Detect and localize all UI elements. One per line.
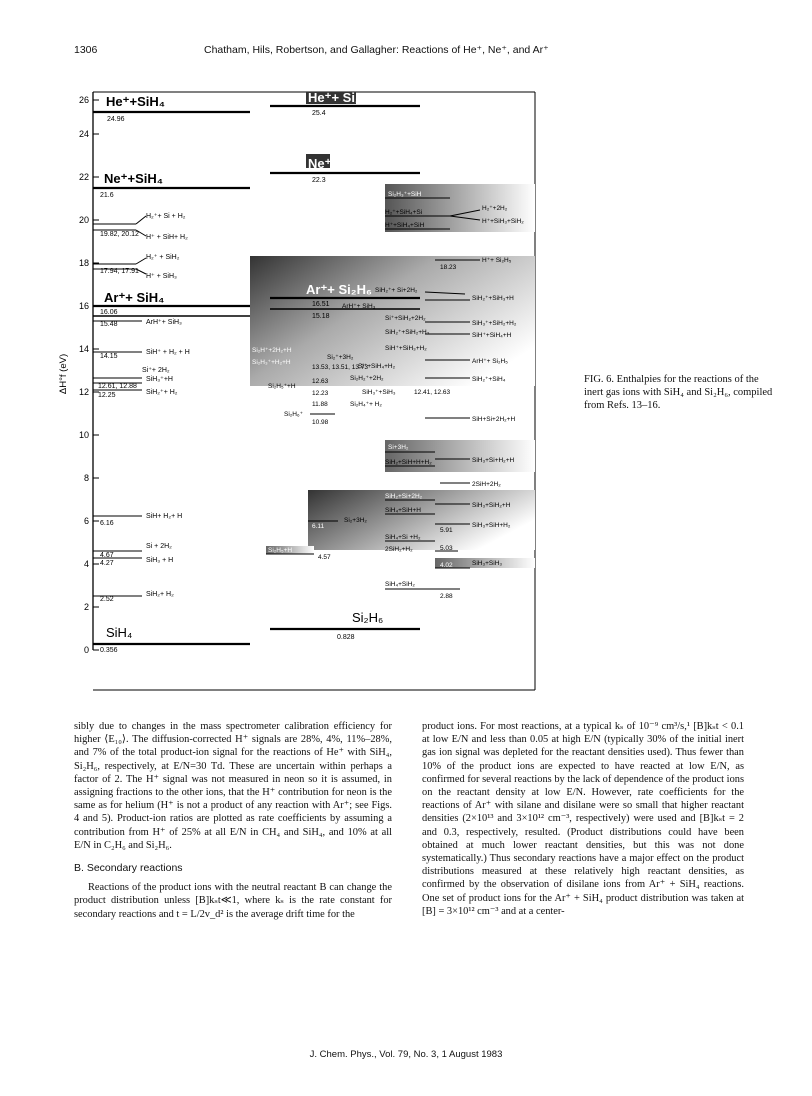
level-label: Si⁺+ 2H₂ (142, 367, 170, 374)
level-label: SiH+Si+2H₂+H (472, 416, 516, 423)
he-sih4-value: 24.96 (107, 116, 125, 123)
level-label: 2SiH₂+H₂ (385, 546, 413, 553)
page-number: 1306 (74, 44, 98, 56)
ar-sih4-value-2: 15.48 (100, 321, 118, 328)
figure-caption: FIG. 6. Enthalpies for the reactions of the inert gas ions with SiH₄ and Si₂H₆, compiled from Refs. 13–16. (584, 374, 773, 411)
level-label: SiH₂+Si+2H₂ (385, 493, 423, 500)
level-value: 4.02 (440, 562, 453, 569)
level-label: SiH₃+SiH₃ (472, 560, 503, 567)
ne-si2h6-value: 22.3 (312, 177, 326, 184)
sih4-label: SiH₄ (106, 625, 133, 640)
level-value: 12.23 (312, 390, 329, 397)
ar-si2h6-label: Ar⁺+ Si₂H₆ (306, 282, 372, 297)
level-label: H₂⁺ + SiH₂ (146, 254, 180, 261)
y-tick: 4 (83, 559, 89, 569)
level-label: SiH₃+SiH+H₂ (472, 522, 511, 529)
level-value: 4.67 (100, 552, 114, 559)
level-value: 19.82, 20.12 (100, 231, 139, 238)
level-label: SiH₃⁺+H (146, 376, 173, 383)
level-label: H⁺ + SiH₃ (146, 273, 177, 280)
paragraph: product ions. For most reactions, at a typical kₛ of 10⁻⁹ cm³/s,¹ [B]kₛt < 0.1 at low E/N and less than 0.05 at high E/N (typically 30% of the initial inert gas ion signal was depleted for the reactant densities used). Thus fewer than 10% of the product ions are expected to have reacted at low E/N, as confirmed for several reactions by the lack of dependence of the product ions on the reactant density at low E/N. However, rate coefficients for the reactions of Ar⁺ with silane and disilane were so small that higher reactant densities (2×10¹³ and 3×10¹² cm⁻³, respectively) were used and [B]kₛt = 2 and 0.3, respectively, resulted. (Product distributions could have been obtained at much lower reactant densities, but this was not done systematically.) Thus secondary reactions have a major effect on the product distributions measured at these relatively high reactant densities, as confirmed by the observation of disilane ions from Ar⁺ + SiH₄ reactions. One set of product ions for the Ar⁺ + SiH₄ product distribution was taken at [B] = 3×10¹² cm⁻³ and at a center- (422, 721, 744, 917)
level-label: 2SiH+2H₂ (472, 481, 501, 488)
level-label: SiH₂⁺+SiH₄ (472, 376, 506, 383)
y-tick: 22 (78, 172, 89, 182)
y-tick: 8 (83, 473, 89, 483)
level-label: SiH₄+Si +H₂ (385, 534, 421, 541)
ar-sih4-value-1: 16.06 (100, 309, 118, 316)
level-label: SiH₃⁺+SiH₂+H₂ (472, 320, 517, 327)
level-label: H⁺+SiH₄+SiH (385, 222, 425, 229)
level-value: 4.27 (100, 560, 114, 567)
he-si2h6-value: 25.4 (312, 110, 326, 117)
level-label: Si₂H₅+H (268, 547, 293, 554)
level-label: ArH⁺+ SiH₃ (342, 303, 376, 310)
level-label: SiH₂⁺+SiH₃+H (472, 295, 514, 302)
y-tick: 2 (83, 602, 89, 612)
si2h6-label: Si₂H₆ (352, 610, 384, 625)
level-value: 5.91 (440, 527, 453, 534)
ar-si2h6-value-1: 16.51 (312, 301, 330, 308)
level-label: SiH⁺ + H₂ + H (146, 349, 190, 356)
level-value: 2.88 (440, 593, 453, 600)
level-value: 6.16 (100, 520, 114, 527)
journal-footer: J. Chem. Phys., Vol. 79, No. 3, 1 August 1983 (309, 1049, 503, 1060)
level-label: ArH⁺+ SiH₃ (146, 319, 182, 326)
ar-sih4-label: Ar⁺+ SiH₄ (104, 290, 165, 305)
level-label: Si₂H₅⁺+H (268, 383, 296, 390)
level-value: 12.61, 12.88 (98, 383, 137, 390)
level-label: Si₂H⁺+2H₂+H (252, 347, 292, 354)
level-label: H₂⁺+2H₂ (482, 205, 508, 212)
he-sih4-label: He⁺+SiH₄ (106, 94, 165, 109)
body-column-right (422, 720, 744, 918)
level-value: 2.52 (100, 596, 114, 603)
level-value: 14.15 (100, 353, 118, 360)
y-tick: 24 (78, 129, 89, 139)
level-label: Si₂H₂⁺+2H₂ (350, 375, 384, 382)
level-label: Si₂H₆⁺ (284, 411, 304, 418)
level-value: 10.98 (312, 419, 329, 426)
level-label: SiH₂+ H₂ (146, 591, 174, 598)
level-label: Si₂H₃⁺+SiH (388, 191, 422, 198)
level-label: SiH₃ + H (146, 557, 174, 564)
y-tick: 10 (78, 430, 89, 440)
level-label: SiH⁺+SiH₄+H (472, 332, 512, 339)
level-label: Si⁺+SiH₂+2H₂ (385, 315, 426, 322)
level-label: SiH₄+SiH₂ (385, 581, 415, 588)
level-label: Si⁺+SiH₄+H₂ (358, 363, 396, 370)
level-value: 12.63 (312, 378, 329, 385)
he-si2h6-label: He⁺+ Si₂H₆ (308, 90, 377, 105)
sih4-product-levels (93, 213, 190, 603)
level-label: SiH₂⁺+ H₂ (146, 389, 178, 396)
level-label: Si+3H₂ (388, 444, 409, 451)
level-label: Si₂⁺+3H₂ (327, 354, 354, 361)
level-label: ArH⁺+ Si₂H₅ (472, 358, 508, 365)
si2h6-value: 0.828 (337, 634, 355, 641)
level-label: SiH₃⁺+SiH₃ (362, 389, 396, 396)
level-label: SiH⁺+SiH₃+H₂ (385, 345, 427, 352)
level-label: H₂⁺+SiH₄+Si (385, 209, 423, 216)
level-label: SiH₃+Si+H₂+H (472, 457, 515, 464)
ne-sih4-value: 21.6 (100, 192, 114, 199)
y-tick: 16 (78, 301, 89, 311)
y-axis-label: ΔH°f (eV) (58, 353, 69, 395)
level-value: 11.88 (312, 401, 328, 408)
level-value: 13.53, 13.51, 13.73 (312, 364, 369, 371)
y-tick: 12 (78, 387, 89, 397)
y-tick: 14 (78, 344, 89, 354)
level-label: SiH₄+SiH+H (385, 507, 421, 514)
level-label: H⁺+ Si₂H₅ (482, 257, 512, 264)
level-value: 17.94, 17.91 (100, 268, 139, 275)
level-value: 12.41, 12.63 (414, 389, 451, 396)
y-tick: 26 (78, 95, 89, 105)
y-tick: 6 (83, 516, 89, 526)
level-value: 18.23 (440, 264, 457, 271)
ne-si2h6-label: Ne⁺+ Si₂H₆ (308, 156, 377, 171)
ne-sih4-label: Ne⁺+SiH₄ (104, 171, 163, 186)
paragraph: Reactions of the product ions with the neutral reactant B can change the product distribution unless [B]kₛt≪1, where kₛ is the rate constant for secondary reactions and t = L/2v_d² is the average drift time for the (74, 882, 392, 920)
level-value: 4.57 (318, 554, 331, 561)
level-label: Si₂+3H₂ (344, 517, 367, 524)
enthalpy-figure (58, 84, 552, 694)
level-label: H₂⁺+ Si + H₂ (146, 213, 186, 220)
level-label: SiH₃+SiH₂+H (472, 502, 511, 509)
level-label: Si₂H₄⁺+ H₂ (350, 401, 382, 408)
level-value: 5.03 (440, 545, 453, 552)
level-label: SiH₂⁺+ Si+2H₂ (375, 287, 418, 294)
level-label: SiH₂+SiH+H+H₂ (385, 459, 432, 466)
level-value: 12.25 (98, 392, 116, 399)
level-label: Si + 2H₂ (146, 543, 172, 550)
y-tick: 20 (78, 215, 89, 225)
y-tick: 0 (83, 645, 89, 655)
paragraph: sibly due to changes in the mass spectrometer calibration efficiency for higher ⟨E₁₀⟩. The diffusion-corrected H⁺ signals are 28%, 4%, 11%–28%, and 7% of the total product-ion signal for the reactions of He⁺ with SiH₄, Si₂H₆, respectively, at E/N=30 Td. These are uncertain within perhaps a factor of 2. The H⁺ signal was not measured in neon so it is assumed, in assigning fractions to the other ions, that the H⁺ contribution for neon is the same as for helium (H⁺ is not a product of any reaction with Ar⁺; see Figs. 4 and 5). Product-ion ratios are plotted as rate coefficients by assuming a contribution from H⁺ of 25% at all E/N in CH₄ and SiH₄, and 10% at all E/N in C₂H₆ and Si₂H₆. (74, 721, 392, 851)
sih4-value: 0.356 (100, 647, 118, 654)
y-tick: 18 (78, 258, 89, 268)
ar-si2h6-value-2: 15.18 (312, 313, 330, 320)
level-label: H⁺+SiH₃+SiH₂ (482, 218, 524, 225)
level-label: SiH+ H₂+ H (146, 513, 183, 520)
level-label: Si₂H₃⁺+H₂+H (252, 359, 291, 366)
section-heading: B. Secondary reactions (74, 862, 183, 875)
level-label: H⁺ + SiH+ H₂ (146, 234, 188, 241)
level-value: 6.11 (312, 523, 325, 530)
running-title: Chatham, Hils, Robertson, and Gallagher: Reactions of He⁺, Ne⁺, and Ar⁺ (204, 44, 549, 56)
level-label: SiH₂⁺+SiH₂+H₂ (385, 329, 430, 336)
body-column-left (74, 720, 392, 921)
